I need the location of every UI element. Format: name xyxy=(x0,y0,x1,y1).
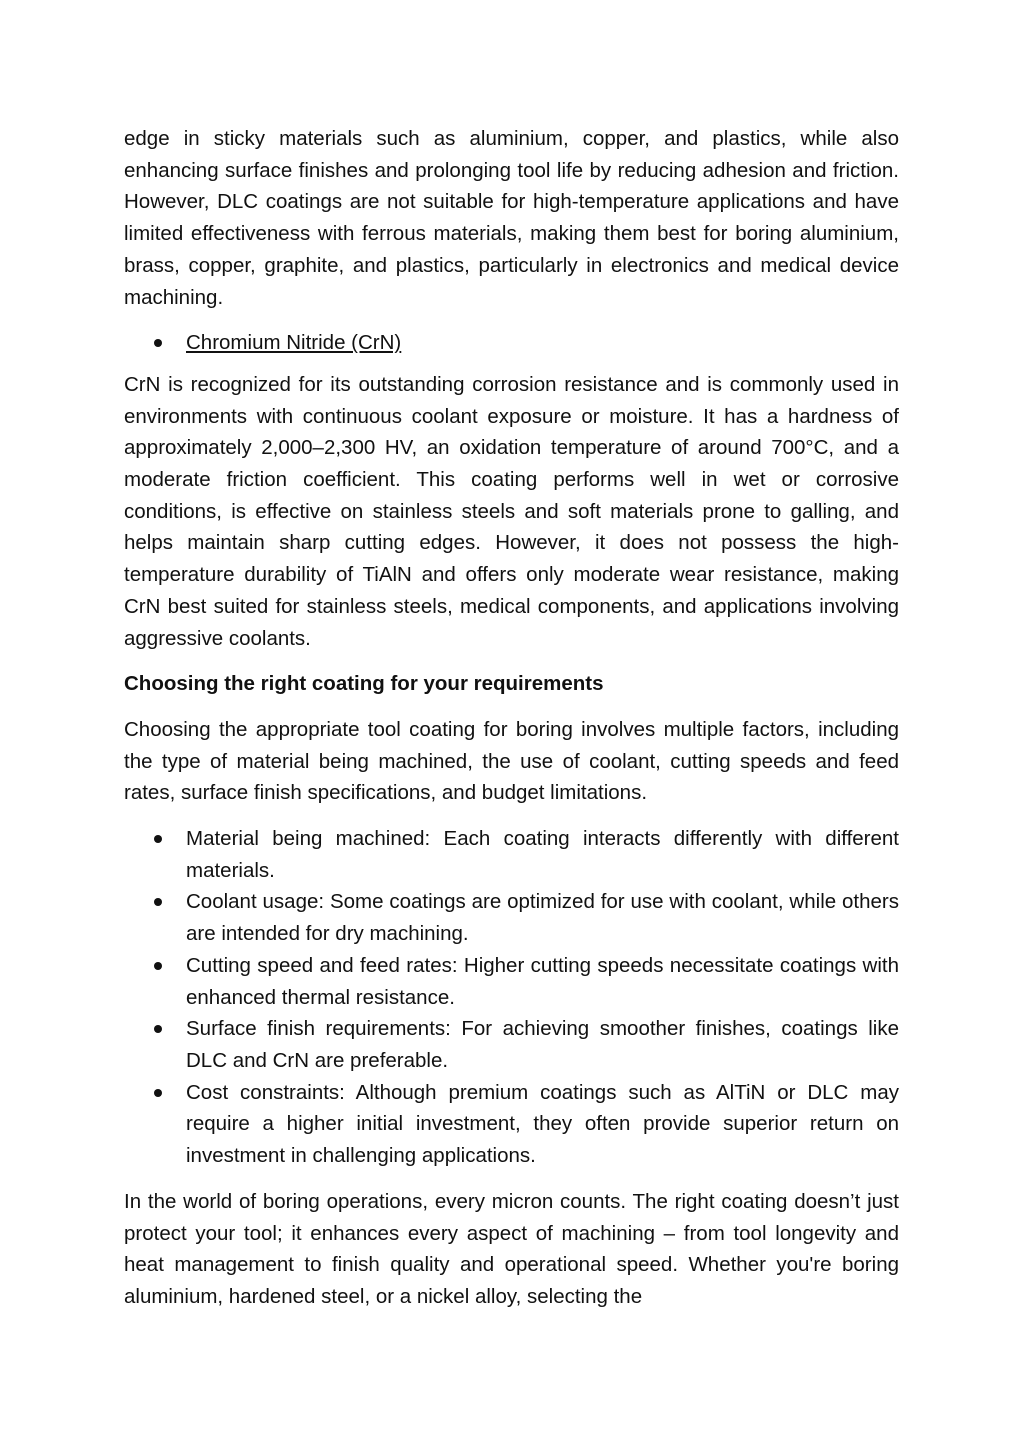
factor-text: Material being machined: Each coating interacts differently with different materials. xyxy=(186,827,899,882)
paragraph-dlc-continuation: edge in sticky materials such as aluminium, copper, and plastics, while also enhancing surface finishes and prolonging tool life by reducing adhesion and friction. However, DLC coatings are not suitable for high-temperature applications and have limited effectiveness with ferrous materials, making them best for boring aluminium, brass, copper, graphite, and plastics, particularly in electronics and medical device machining. xyxy=(124,127,899,309)
list-item xyxy=(124,1077,899,1172)
list-item xyxy=(124,327,899,359)
factor-text: Cutting speed and feed rates: Higher cutting speeds necessitate coatings with enhanced thermal resistance. xyxy=(186,953,899,1009)
bullet-icon xyxy=(154,339,162,347)
list-item xyxy=(124,950,899,1013)
factor-text: Cost constraints: Although premium coatings such as AlTiN or DLC may require a higher initial investment, they often provide superior return on investment in challenging applications. xyxy=(186,1080,899,1168)
factor-text: Surface finish requirements: For achieving smoother finishes, coatings like DLC and CrN are preferable. xyxy=(186,1017,899,1072)
paragraph-choosing: Choosing the appropriate tool coating for boring involves multiple factors, including the type of material being machined, the use of coolant, cutting speeds and feed rates, surface finish specifications, and budget limitations. xyxy=(124,717,899,805)
section-heading: Choosing the right coating for your requirements xyxy=(124,672,604,696)
bullet-icon xyxy=(154,898,162,906)
paragraph-crn: CrN is recognized for its outstanding corrosion resistance and is commonly used in environments with continuous coolant exposure or moisture. It has a hardness of approximately 2,000–2,300 HV, an oxidation temperature of around 700°C, and a moderate friction coefficient. This coating performs well in wet or corrosive conditions, is effective on stainless steels and soft materials prone to galling, and helps maintain sharp cutting edges. However, it does not possess the high-temperature durability of TiAlN and offers only moderate wear resistance, making CrN best suited for stainless steels, medical components, and applications involving aggressive coolants. xyxy=(124,372,899,650)
paragraph-conclusion: In the world of boring operations, every micron counts. The right coating doesn’t just protect your tool; it enhances every aspect of machining – from tool longevity and heat management to finish quality and operational speed. Whether you're boring aluminium, hardened steel, or a nickel alloy, selecting the xyxy=(124,1189,899,1308)
list-item xyxy=(124,886,899,949)
document-page xyxy=(124,123,899,1327)
list-item xyxy=(124,823,899,886)
factors-list xyxy=(124,823,899,1172)
list-item xyxy=(124,1013,899,1076)
bullet-icon xyxy=(154,835,162,843)
crn-link[interactable]: Chromium Nitride (CrN) xyxy=(186,331,402,355)
bullet-icon xyxy=(154,962,162,970)
bullet-icon xyxy=(154,1025,162,1033)
bullet-icon xyxy=(154,1089,162,1097)
coating-bullet-list xyxy=(124,327,899,359)
factor-text: Coolant usage: Some coatings are optimized for use with coolant, while others are intended for dry machining. xyxy=(186,890,899,946)
